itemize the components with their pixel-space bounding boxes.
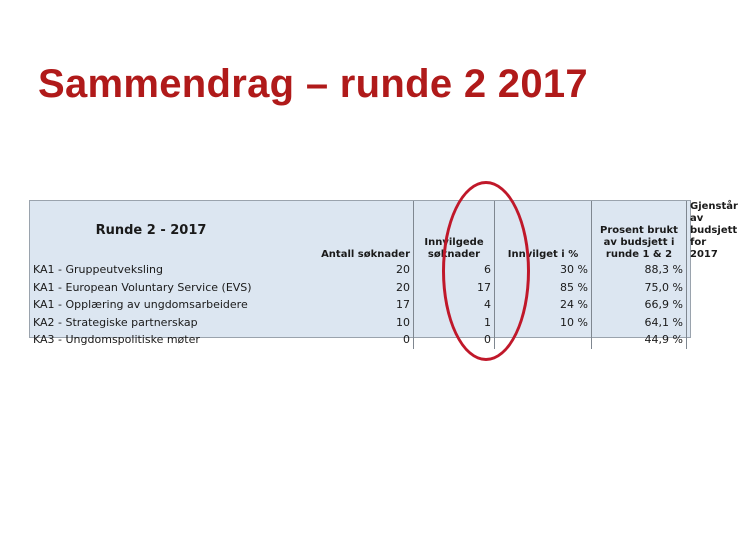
- header-innvilgede: Innvilgede søknader: [414, 201, 495, 261]
- cell-innvilget-pct: 30 %: [495, 261, 592, 279]
- table-row: [30, 279, 690, 297]
- cell-innvilget-pct: 10 %: [495, 314, 592, 332]
- cell-innvilgede: 0: [414, 331, 495, 349]
- cell-gjenstar: [688, 331, 690, 349]
- table-header-row: [30, 201, 690, 261]
- header-innvilget-pct: Innvilget i %: [495, 201, 592, 261]
- cell-prosent-brukt: 44,9 %: [592, 331, 687, 349]
- cell-antall: 10: [396, 315, 410, 329]
- cell-gjenstar: [688, 314, 690, 332]
- row-label: KA1 - Opplæring av ungdomsarbeidere: [33, 298, 248, 312]
- summary-table: [29, 200, 738, 347]
- row-label: KA1 - European Voluntary Service (EVS): [33, 280, 252, 294]
- cell-prosent-brukt: 66,9 %: [592, 296, 687, 314]
- cell-gjenstar: [688, 279, 690, 297]
- slide-title: Sammendrag – runde 2 2017: [38, 62, 588, 106]
- cell-prosent-brukt: 64,1 %: [592, 314, 687, 332]
- header-antall: Antall søknader: [321, 249, 410, 260]
- cell-antall: 20: [396, 280, 410, 294]
- header-gjenstar: Gjenstår av budsjett for 2017: [687, 201, 691, 261]
- row-label: KA1 - Gruppeutveksling: [33, 263, 163, 277]
- row-label: KA2 - Strategiske partnerskap: [33, 315, 198, 329]
- cell-innvilget-pct: [495, 331, 592, 349]
- row-label: KA3 - Ungdomspolitiske møter: [33, 333, 200, 347]
- table-title: Runde 2 - 2017: [95, 223, 207, 238]
- cell-innvilgede: 4: [414, 296, 495, 314]
- cell-innvilgede: 17: [414, 279, 495, 297]
- table-row: [30, 314, 690, 332]
- cell-antall: 0: [403, 333, 410, 347]
- cell-innvilget-pct: 24 %: [495, 296, 592, 314]
- table-row: [30, 261, 690, 279]
- header-prosent-brukt: Prosent brukt av budsjett i runde 1 & 2: [592, 201, 687, 261]
- cell-prosent-brukt: 88,3 %: [592, 261, 687, 279]
- table-row: [30, 331, 690, 349]
- cell-innvilgede: 6: [414, 261, 495, 279]
- cell-innvilget-pct: 85 %: [495, 279, 592, 297]
- cell-antall: 20: [396, 263, 410, 277]
- table-row: [30, 296, 690, 314]
- cell-gjenstar: [688, 296, 690, 314]
- cell-gjenstar: [688, 261, 690, 279]
- cell-antall: 17: [396, 298, 410, 312]
- cell-prosent-brukt: 75,0 %: [592, 279, 687, 297]
- cell-innvilgede: 1: [414, 314, 495, 332]
